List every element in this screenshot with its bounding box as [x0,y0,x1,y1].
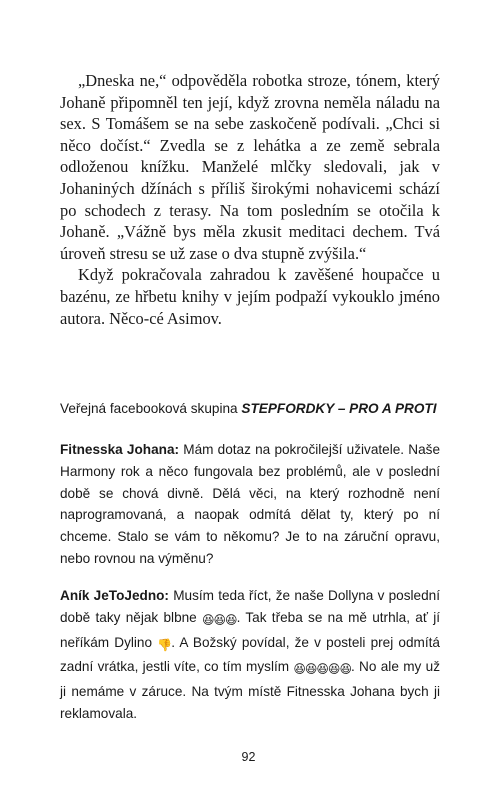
post-text: Mám dotaz na pokročilejší uživatele. Naše Harmony rok a něco fungovala bez problémů, ale v poslední době se chová divně. Dělá věci, na který rozhodně není naprogramovaná, a naopak odmítá dělat ty, který po ní chceme. Stalo se vám to někomu? Je to na záruční opravu, nebo rovnou na výměnu? [60,442,441,566]
group-name: STEPFORDKY – PRO A PROTI [241,401,437,416]
prose-paragraph-1: „Dneska ne,“ odpověděla robotka stroze, tónem, který Johaně připomněl ten její, když zrovna neměla náladu na sex. S Tomášem se na sebe zaskočeně podívali. „Chci si něco dočíst.“ Zvedla se z lehátka a ze země sebrala odloženou knížku. Manželé mlčky sledovali, jak v Johaniných džínách s příliš širokými nohavicemi schází po schodech z terasy. Na tom posledním se otočila k Johaně. „Vážně bys měla zkusit meditaci dechem. Tvá úroveň stresu se už zase o dva stupně zvýšila.“ [60,71,440,263]
post-text-part-4: . No ale my už ji nemáme v záruce. Na tvým místě Fitnesska Johana bych ji reklamovala. [60,659,440,721]
facebook-post-1 [60,439,440,570]
facebook-post-2 [60,585,440,725]
facebook-group-heading [60,398,440,420]
post-author: Aník JeToJedno: [60,588,169,603]
post-text-part-3: . A Božský povídal, že v posteli prej odmítá zadní vrátka, jestli víte, co tím myslím [60,634,440,675]
group-intro: Veřejná facebooková skupina [60,401,242,416]
laughing-emoji-icon: 😆😆😆 [202,612,237,627]
laughing-emoji-icon: 😆😆😆😆😆 [293,662,351,677]
post-author: Fitnesska Johana: [60,442,180,457]
page-number: 92 [241,750,256,764]
post-text-part-2: . Tak třeba se na mě utrhla, ať jí neříkám Dylino [60,609,441,650]
thumbs-down-emoji-icon: 👎 [157,637,172,652]
novel-text [60,70,440,329]
prose-paragraph-2: Když pokračovala zahradou k zavěšené houpačce u bazénu, ze hřbetu knihy v jejím podpaží vykouklo jméno autora. Něco-cé Asimov. [60,265,440,328]
post-text-part-1: Musím teda říct, že naše Dollyna v poslední době taky nějak blbne [60,588,441,625]
